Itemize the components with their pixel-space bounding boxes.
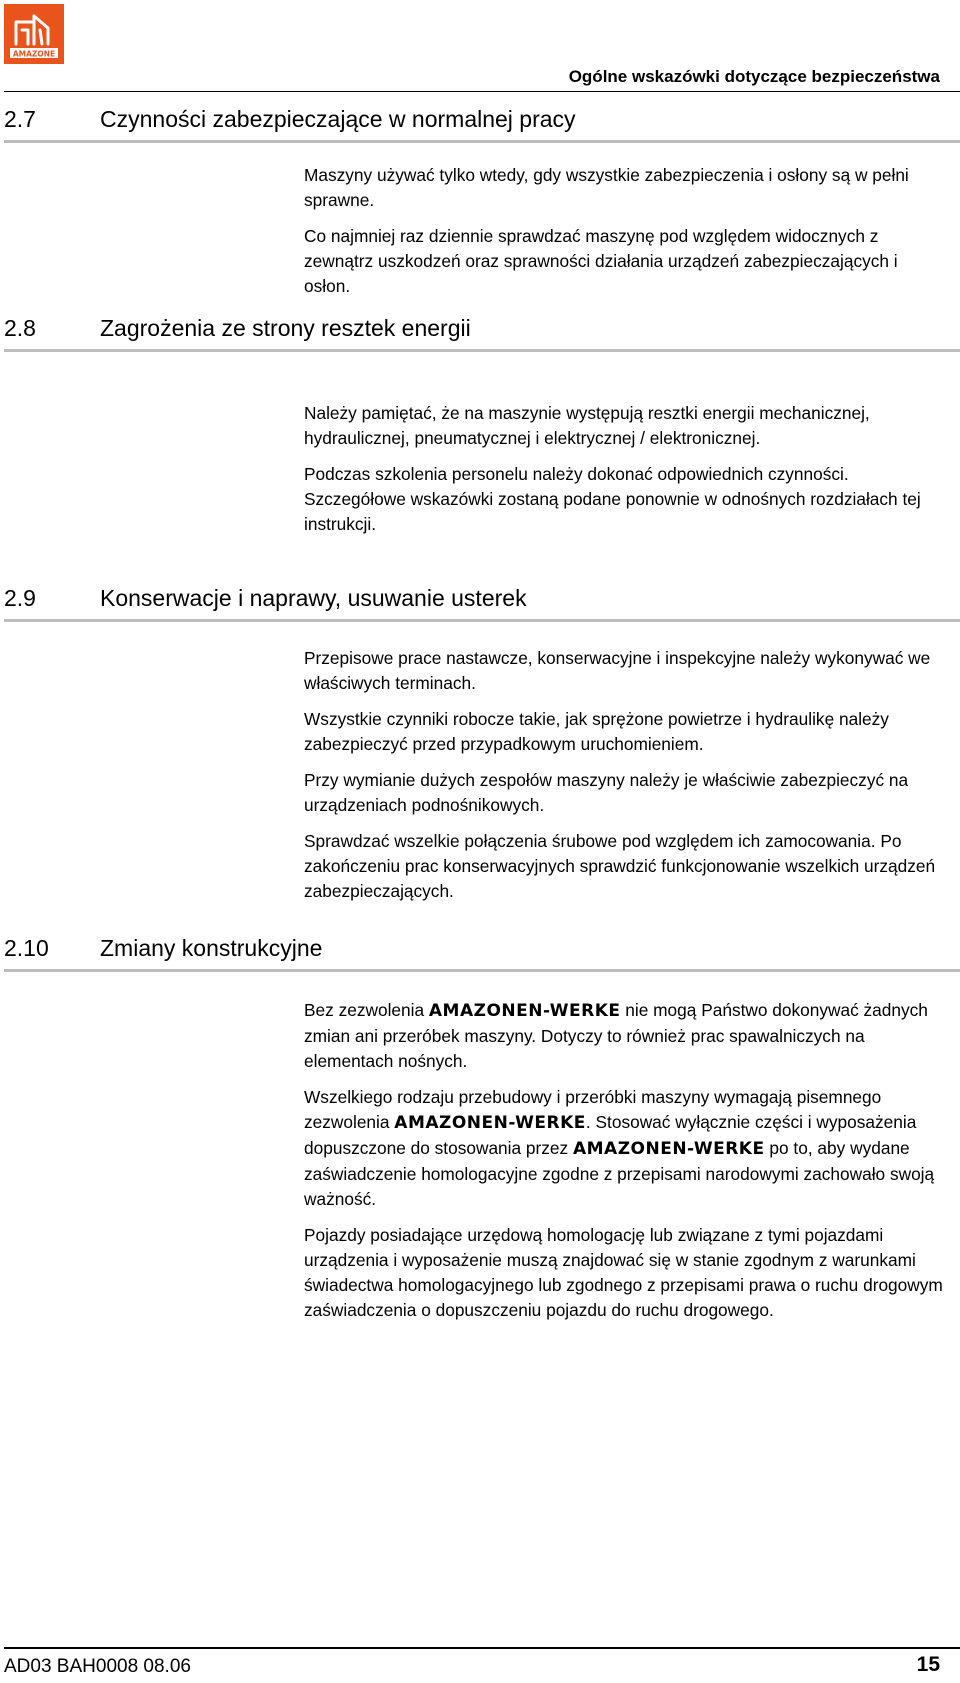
text-run: . Stosować wyłącznie części i wyposażenia dopuszczone do stosowania przez xyxy=(304,1112,917,1158)
document-code: AD03 BAH0008 08.06 xyxy=(4,1656,191,1677)
header-rule xyxy=(4,91,960,92)
section-body-2-8 xyxy=(304,401,946,548)
page-number: 15 xyxy=(916,1653,940,1676)
section-heading-2-7 xyxy=(4,106,960,143)
section-title: Zmiany konstrukcyjne xyxy=(100,935,323,961)
text-run: nie mogą Państwo dokonywać żadnych zmian ani przeróbek maszyny. Dotyczy to również prac spawalniczych na elementach nośnych. xyxy=(304,1000,928,1071)
section-title: Zagrożenia ze strony resztek energii xyxy=(100,315,471,341)
paragraph: Co najmniej raz dziennie sprawdzać maszynę pod względem widocznych z zewnątrz uszkodzeń oraz sprawności działania urządzeń zabezpieczających i osłon. xyxy=(304,226,898,296)
text-run: Bez zezwolenia xyxy=(304,1000,429,1020)
amazone-logo-icon xyxy=(4,4,64,64)
section-body-2-10 xyxy=(304,998,946,1334)
brand-name: AMAZONEN-WERKE xyxy=(572,1139,765,1159)
text-run: Wszelkiego rodzaju przebudowy i przeróbki maszyny wymagają pisemnego zezwolenia xyxy=(304,1087,882,1132)
section-body-2-9 xyxy=(304,646,946,915)
paragraph: Sprawdzać wszelkie połączenia śrubowe pod względem ich zamocowania. Po zakończeniu prac konserwacyjnych sprawdzić funkcjonowanie wszelkich urządzeń zabezpieczających. xyxy=(304,831,936,901)
paragraph: Podczas szkolenia personelu należy dokonać odpowiednich czynności. Szczegółowe wskazówki zostaną podane ponownie w odnośnych rozdziałach tej instrukcji. xyxy=(304,464,921,534)
svg-text:AMAZONE: AMAZONE xyxy=(12,49,56,59)
paragraph: Wszystkie czynniki robocze takie, jak sprężone powietrze i hydraulikę należy zabezpieczyć przed przypadkowym uruchomieniem. xyxy=(304,709,889,754)
footer-rule xyxy=(4,1647,960,1649)
section-heading-2-9 xyxy=(4,585,960,622)
section-title: Czynności zabezpieczające w normalnej pracy xyxy=(100,106,576,132)
paragraph xyxy=(304,1085,946,1212)
section-number: 2.10 xyxy=(4,935,49,961)
brand-name: AMAZONEN-WERKE xyxy=(428,1001,621,1021)
section-number: 2.8 xyxy=(4,315,36,341)
section-title: Konserwacje i naprawy, usuwanie usterek xyxy=(100,585,527,611)
section-number: 2.9 xyxy=(4,585,36,611)
text-run: po to, aby wydane zaświadczenie homologacyjne zgodne z przepisami narodowymi zachowało swoją ważność. xyxy=(304,1138,935,1209)
paragraph xyxy=(304,998,946,1074)
brand-name: AMAZONEN-WERKE xyxy=(394,1113,586,1133)
paragraph: Przepisowe prace nastawcze, konserwacyjne i inspekcyjne należy wykonywać we właściwych terminach. xyxy=(304,648,931,693)
paragraph: Należy pamiętać, że na maszynie występują resztki energii mechanicznej, hydraulicznej, pneumatycznej i elektrycznej / elektronicznej. xyxy=(304,403,870,448)
paragraph: Pojazdy posiadające urzędową homologację lub związane z tymi pojazdami urządzenia i wyposażenie muszą znajdować się w stanie zgodnym z warunkami świadectwa homologacyjnego lub zgodnego z przepisami prawa o ruchu drogowym zaświadczenia o dopuszczeniu pojazdu do ruchu drogowego. xyxy=(304,1225,943,1320)
section-heading-2-8 xyxy=(4,315,960,352)
running-header-title: Ogólne wskazówki dotyczące bezpieczeństwa xyxy=(568,67,940,86)
paragraph: Maszyny używać tylko wtedy, gdy wszystkie zabezpieczenia i osłony są w pełni sprawne. xyxy=(304,165,909,210)
section-number: 2.7 xyxy=(4,106,36,132)
section-body-2-7 xyxy=(304,163,946,310)
paragraph: Przy wymianie dużych zespołów maszyny należy je właściwie zabezpieczyć na urządzeniach podnośnikowych. xyxy=(304,770,909,815)
section-heading-2-10 xyxy=(4,935,960,972)
